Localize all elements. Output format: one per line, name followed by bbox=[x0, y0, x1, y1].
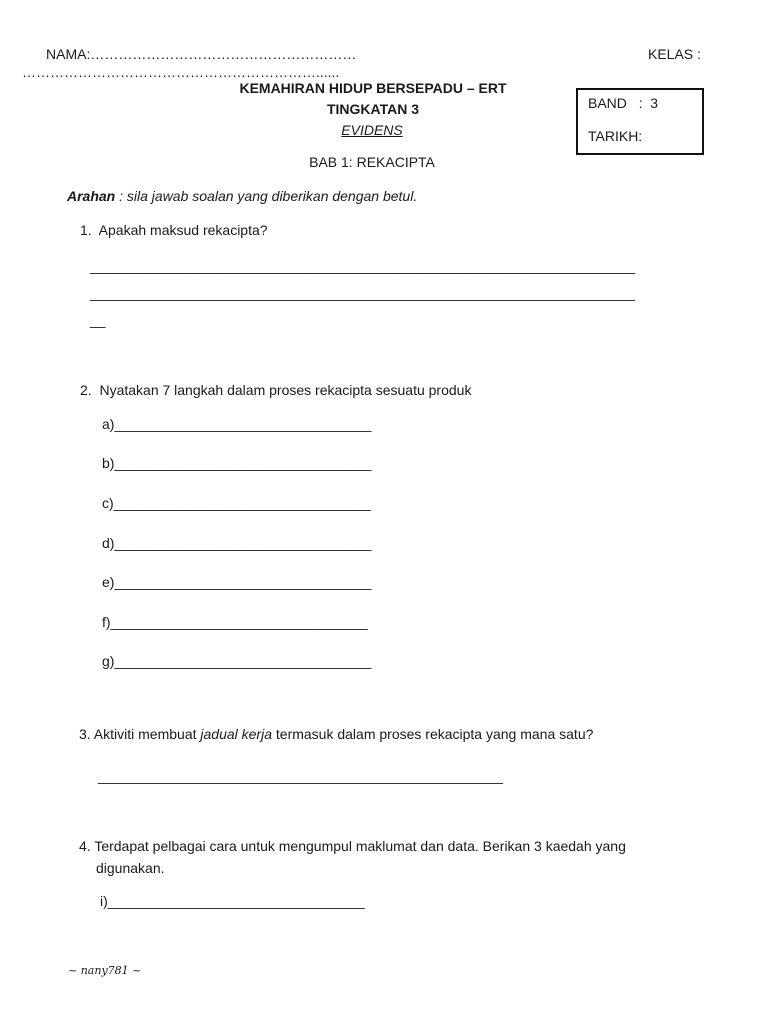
instruction-label: Arahan bbox=[67, 188, 116, 204]
band-box bbox=[576, 88, 704, 155]
answer-item: f)_________________________________ bbox=[102, 614, 368, 630]
answer-item: a)_________________________________ bbox=[102, 416, 372, 432]
worksheet-title: KEMAHIRAN HIDUP BERSEPADU – ERT bbox=[239, 80, 507, 96]
question-2: 2. Nyatakan 7 langkah dalam proses rekacipta sesuatu produk bbox=[80, 382, 472, 398]
question-3-text-end: termasuk dalam proses rekacipta yang mana satu? bbox=[272, 726, 594, 742]
band-value: BAND : 3 bbox=[588, 95, 659, 111]
class-label: KELAS : bbox=[648, 46, 701, 62]
chapter-title: BAB 1: REKACIPTA bbox=[309, 154, 435, 170]
question-4: 4. Terdapat pelbagai cara untuk mengumpul maklumat dan data. Berikan 3 kaedah yang bbox=[79, 838, 626, 854]
question-3-text: 3. Aktiviti membuat bbox=[79, 726, 201, 742]
name-field: NAMA:………………………………………………… bbox=[46, 46, 357, 62]
answer-line: ______________________________________________________________________ bbox=[90, 285, 636, 301]
answer-line: ______________________________________________________________________ bbox=[90, 258, 636, 274]
answer-item: b)_________________________________ bbox=[102, 455, 372, 471]
class-field-dots: ………………………………………………………...... bbox=[22, 64, 340, 80]
footer-signature: ~ nany781 ~ bbox=[68, 964, 142, 977]
answer-item: e)_________________________________ bbox=[102, 574, 372, 590]
answer-line: __ bbox=[90, 312, 106, 328]
instruction bbox=[67, 188, 417, 204]
question-4-continued: digunakan. bbox=[96, 860, 165, 876]
instruction-text: : sila jawab soalan yang diberikan dengan betul. bbox=[115, 188, 418, 204]
evidens-label: EVIDENS bbox=[341, 122, 403, 138]
answer-item: i)_________________________________ bbox=[100, 893, 365, 909]
answer-item: g)_________________________________ bbox=[102, 653, 372, 669]
question-3 bbox=[79, 726, 593, 742]
answer-item: c)_________________________________ bbox=[102, 495, 371, 511]
form-level: TINGKATAN 3 bbox=[326, 101, 420, 117]
answer-line: ____________________________________________________ bbox=[98, 768, 503, 784]
answer-item: d)_________________________________ bbox=[102, 535, 372, 551]
date-field: TARIKH: bbox=[588, 128, 643, 144]
question-3-italic: jadual kerja bbox=[200, 726, 272, 742]
question-1: 1. Apakah maksud rekacipta? bbox=[80, 222, 268, 238]
